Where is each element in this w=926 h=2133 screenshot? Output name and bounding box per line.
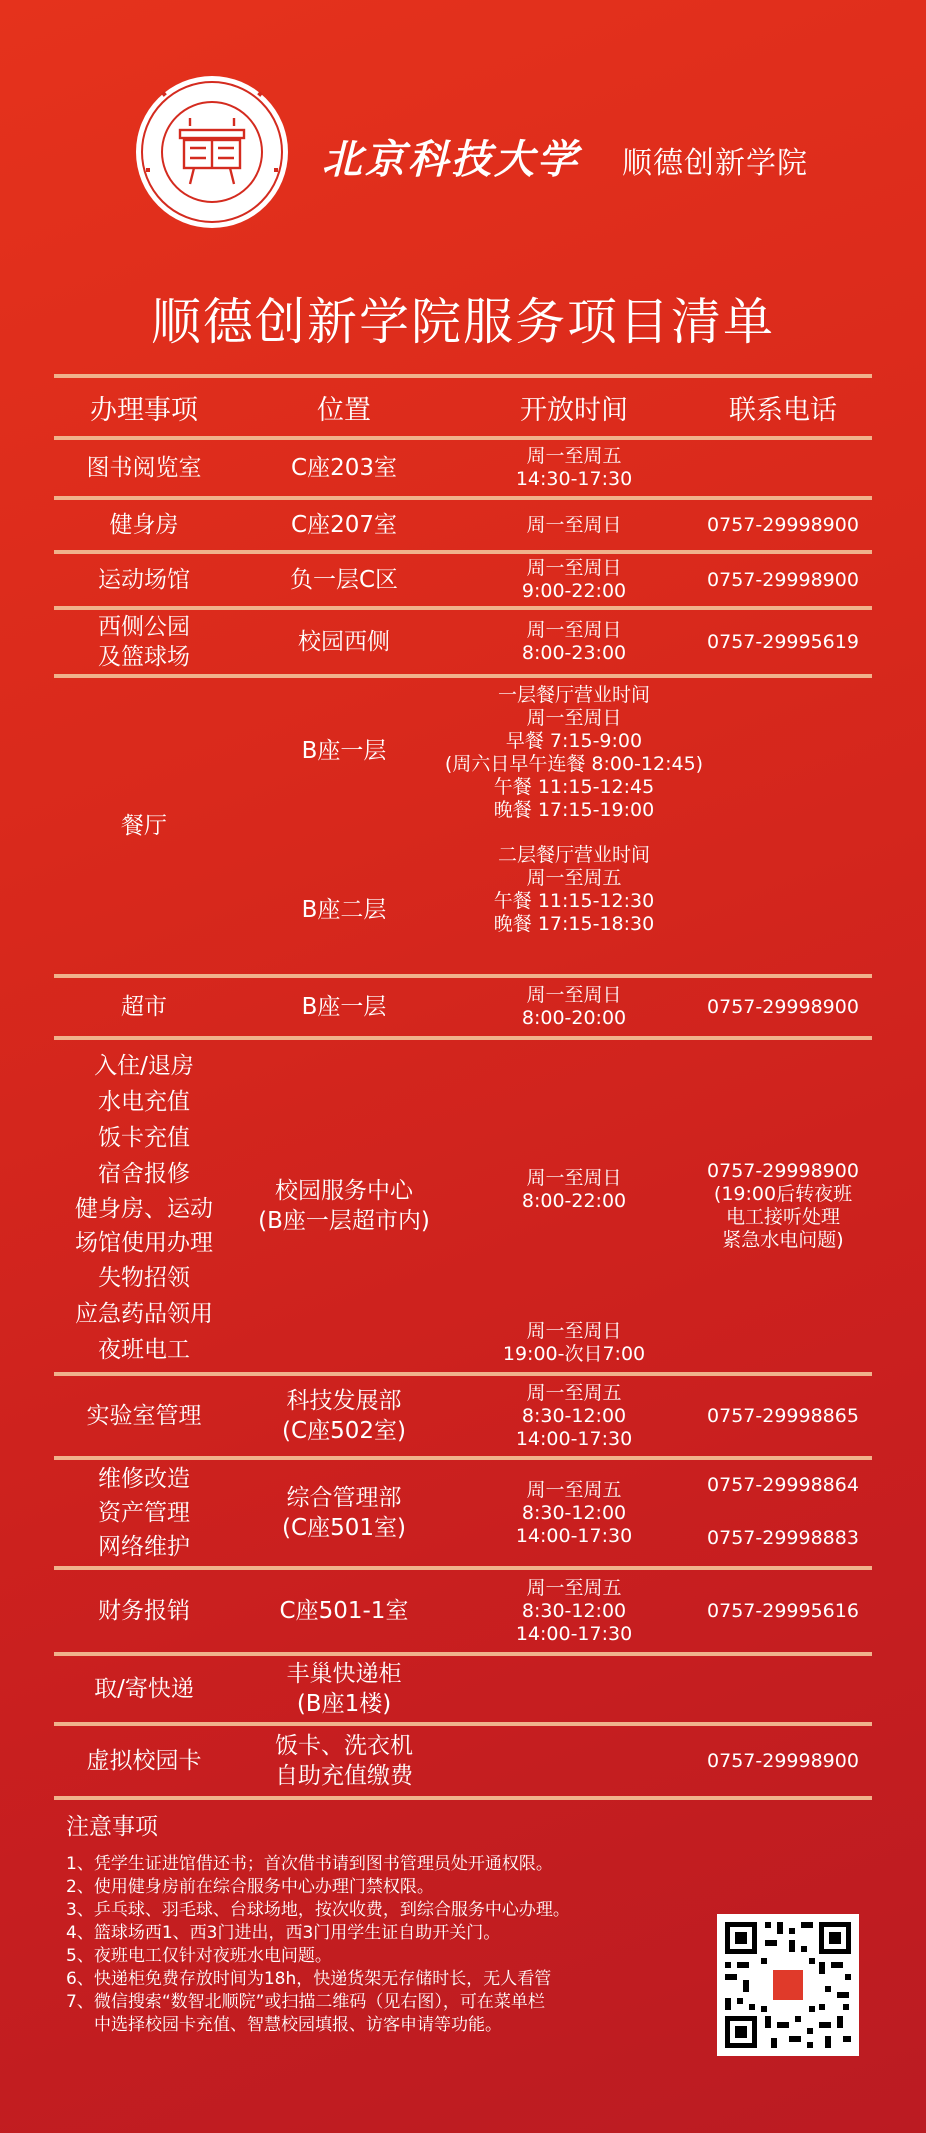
item-label: 餐厅 bbox=[121, 813, 167, 839]
hours-line: 14:00-17:30 bbox=[515, 1524, 633, 1547]
note-item: 4、篮球场西1、西3门进出，西3门用学生证自助开关门。 bbox=[66, 1923, 501, 1943]
location: B座一层 bbox=[301, 994, 387, 1020]
item-label: 失物招领 bbox=[98, 1265, 190, 1291]
hours-line: 晚餐 17:15-18:30 bbox=[493, 913, 655, 935]
location: 饭卡、洗衣机 bbox=[275, 1733, 413, 1759]
qr-logo-icon bbox=[770, 1967, 806, 2003]
location: (C座502室) bbox=[282, 1418, 406, 1444]
hours-line: 午餐 11:15-12:30 bbox=[493, 890, 655, 912]
item-label: 虚拟校园卡 bbox=[86, 1748, 202, 1774]
hours-line: 19:00-次日7:00 bbox=[502, 1343, 646, 1365]
location: 综合管理部 bbox=[286, 1485, 402, 1511]
hours-line: 一层餐厅营业时间 bbox=[497, 684, 650, 706]
hours-line: 周一至周日 bbox=[526, 1320, 622, 1342]
location: 科技发展部 bbox=[286, 1388, 402, 1414]
phone: 0757-29998900 bbox=[707, 513, 859, 536]
item-label: 场馆使用办理 bbox=[75, 1230, 213, 1256]
table-row bbox=[54, 610, 872, 674]
item-label: 取/寄快递 bbox=[94, 1676, 194, 1702]
hours-line: 9:00-22:00 bbox=[521, 580, 627, 602]
hours-line: 14:00-17:30 bbox=[515, 1622, 633, 1645]
hours-line: 8:00-22:00 bbox=[521, 1190, 627, 1212]
hours-line: 二层餐厅营业时间 bbox=[497, 844, 650, 866]
item-label: 运动场馆 bbox=[98, 567, 190, 593]
item-label: 财务报销 bbox=[98, 1598, 190, 1624]
table-row bbox=[54, 554, 872, 606]
item-label: 宿舍报修 bbox=[98, 1161, 190, 1187]
hours-line: 周一至周日 bbox=[526, 984, 622, 1006]
table-row bbox=[54, 678, 872, 974]
hours-line: 周一至周日 bbox=[526, 707, 622, 729]
table-row bbox=[54, 1040, 872, 1372]
phone: 0757-29998865 bbox=[707, 1404, 859, 1427]
hours-line: 早餐 7:15-9:00 bbox=[505, 730, 643, 752]
phone: 0757-29995619 bbox=[707, 630, 859, 653]
note-item: 2、使用健身房前在综合服务中心办理门禁权限。 bbox=[66, 1877, 434, 1897]
hours-line: 14:30-17:30 bbox=[515, 468, 633, 490]
college-name: 顺德创新学院 bbox=[622, 146, 808, 181]
phone-note: 紧急水电问题) bbox=[722, 1229, 844, 1251]
notes-section bbox=[66, 1808, 706, 2037]
item-label: 健身房、运动 bbox=[75, 1196, 213, 1222]
item-label: 超市 bbox=[121, 994, 167, 1020]
table-row bbox=[54, 440, 872, 496]
location: (B座1楼) bbox=[296, 1691, 392, 1717]
item-label: 饭卡充值 bbox=[98, 1125, 190, 1151]
hours-line: 周一至周日 bbox=[526, 557, 622, 579]
note-item: 1、凭学生证进馆借还书；首次借书请到图书管理员处开通权限。 bbox=[66, 1854, 553, 1874]
item-label: 应急药品领用 bbox=[75, 1301, 213, 1327]
location: (C座501室) bbox=[282, 1515, 406, 1541]
location: C座203室 bbox=[291, 455, 397, 481]
note-item: 中选择校园卡充值、智慧校园填报、访客申请等功能。 bbox=[94, 2015, 502, 2035]
item-label: 水电充值 bbox=[98, 1089, 190, 1115]
service-table bbox=[54, 374, 872, 1800]
note-item: 6、快递柜免费存放时间为18h，快递货架无存储时长，无人看管 bbox=[66, 1969, 552, 1989]
hours-line: 8:30-12:00 bbox=[521, 1404, 627, 1427]
item-label: 图书阅览室 bbox=[86, 455, 202, 481]
phone: 0757-29998864 bbox=[707, 1473, 859, 1496]
phone: 0757-29995616 bbox=[707, 1599, 859, 1622]
hours-line: 晚餐 17:15-19:00 bbox=[493, 799, 655, 821]
phone: 0757-29998883 bbox=[707, 1526, 859, 1549]
column-header-location: 位置 bbox=[317, 394, 371, 426]
location: B座一层 bbox=[301, 738, 387, 764]
item-label: 及篮球场 bbox=[98, 644, 190, 670]
hours-line: 周一至周五 bbox=[526, 445, 622, 467]
table-row bbox=[54, 1460, 872, 1566]
note-item: 3、乒乓球、羽毛球、台球场地，按次收费，到综合服务中心办理。 bbox=[66, 1900, 570, 1920]
location: 校园西侧 bbox=[298, 629, 390, 655]
table-header bbox=[54, 378, 872, 436]
item-label: 入住/退房 bbox=[94, 1053, 194, 1079]
hours-line: 周一至周五 bbox=[526, 867, 622, 889]
location: C座501-1室 bbox=[279, 1598, 409, 1624]
item-label: 实验室管理 bbox=[86, 1403, 202, 1429]
phone: 0757-29998900 bbox=[707, 568, 859, 591]
note-item: 5、夜班电工仅针对夜班水电问题。 bbox=[66, 1946, 332, 1966]
location: 校园服务中心 bbox=[275, 1178, 413, 1204]
note-item: 7、微信搜索“数智北顺院”或扫描二维码（见右图），可在菜单栏 bbox=[66, 1992, 545, 2012]
table-divider bbox=[54, 1796, 872, 1800]
hours-line: 8:30-12:00 bbox=[521, 1599, 627, 1622]
item-label: 维修改造 bbox=[98, 1466, 190, 1492]
column-header-item: 办理事项 bbox=[90, 394, 198, 426]
table-row bbox=[54, 1376, 872, 1456]
table-row bbox=[54, 978, 872, 1036]
hours-line: 8:30-12:00 bbox=[521, 1501, 627, 1524]
column-header-phone: 联系电话 bbox=[729, 394, 837, 426]
phone-note: 电工接听处理 bbox=[725, 1206, 840, 1228]
location: (B座一层超市内) bbox=[258, 1208, 430, 1234]
item-label: 网络维护 bbox=[98, 1534, 190, 1560]
hours-line: 周一至周日 bbox=[526, 619, 622, 641]
phone: 0757-29998900 bbox=[707, 1160, 859, 1182]
table-row bbox=[54, 1656, 872, 1722]
hours-line: 周一至周五 bbox=[526, 1478, 622, 1501]
hours-line: 周一至周日 bbox=[526, 1167, 622, 1189]
table-row bbox=[54, 1726, 872, 1796]
phone: 0757-29998900 bbox=[707, 995, 859, 1018]
location: B座二层 bbox=[301, 897, 387, 923]
column-header-hours: 开放时间 bbox=[520, 394, 628, 426]
phone: 0757-29998900 bbox=[707, 1749, 859, 1772]
qr-code-icon[interactable] bbox=[717, 1914, 859, 2056]
item-label: 资产管理 bbox=[98, 1500, 190, 1526]
hours-line: 周一至周日 bbox=[526, 513, 622, 536]
table-row bbox=[54, 500, 872, 550]
item-label: 西侧公园 bbox=[98, 614, 190, 640]
location: C座207室 bbox=[291, 512, 397, 538]
phone-note: (19:00后转夜班 bbox=[713, 1183, 853, 1205]
location: 丰巢快递柜 bbox=[286, 1661, 402, 1687]
hours-line: 午餐 11:15-12:45 bbox=[493, 776, 655, 798]
page-title: 顺德创新学院服务项目清单 bbox=[151, 293, 775, 351]
hours-line: 8:00-23:00 bbox=[521, 642, 627, 664]
table-row bbox=[54, 1570, 872, 1652]
hours-line: 周一至周五 bbox=[526, 1381, 622, 1404]
item-label: 夜班电工 bbox=[98, 1337, 190, 1363]
hours-line: 14:00-17:30 bbox=[515, 1427, 633, 1450]
university-seal-icon bbox=[132, 72, 292, 232]
hours-line: 周一至周五 bbox=[526, 1576, 622, 1599]
notes-title: 注意事项 bbox=[66, 1814, 158, 1840]
location: 自助充值缴费 bbox=[275, 1763, 413, 1789]
hours-line: 8:00-20:00 bbox=[521, 1007, 627, 1029]
university-name: 北京科技大学 bbox=[322, 136, 580, 183]
header bbox=[0, 0, 926, 270]
location: 负一层C区 bbox=[289, 567, 399, 593]
hours-line: (周六日早午连餐 8:00-12:45) bbox=[444, 753, 704, 775]
item-label: 健身房 bbox=[109, 512, 179, 538]
